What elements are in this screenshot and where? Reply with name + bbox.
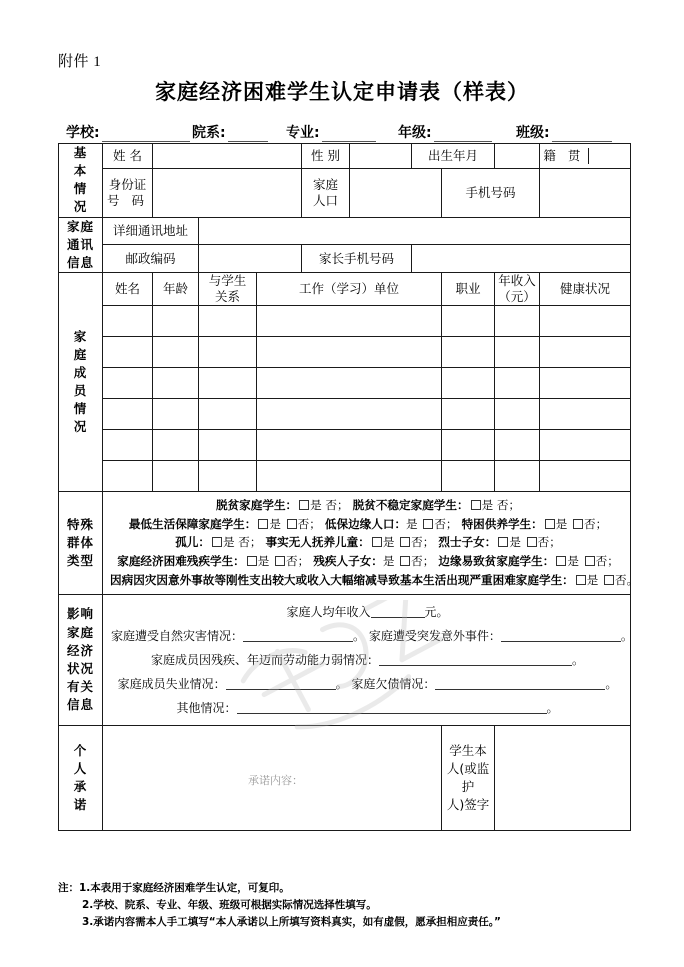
checkbox-icon[interactable] xyxy=(287,519,297,529)
label-address: 详细通讯地址 xyxy=(103,217,199,245)
application-form-table xyxy=(58,143,639,831)
family-members-header-row xyxy=(59,272,631,305)
special-group-text: 否； xyxy=(584,516,608,531)
input-name[interactable] xyxy=(153,144,302,169)
cell-member-workplace[interactable] xyxy=(257,336,442,367)
note-item-3: 3.承诺内容需本人手工填写“本人承诺以上所填写资料真实，如有虚假，愿承担相应责任。” xyxy=(82,916,501,928)
col-header-relation-line2: 关系 xyxy=(214,288,240,304)
promise-label-char-2: 人 xyxy=(73,760,88,776)
special-group-text: 否； xyxy=(537,535,561,550)
note-line-3 xyxy=(58,914,630,931)
economic-text: 。 xyxy=(546,700,559,715)
table-row xyxy=(59,429,631,460)
economic-info-fields[interactable] xyxy=(103,594,631,725)
field-department xyxy=(192,122,268,142)
economic-label-line-6: 信息 xyxy=(66,697,94,713)
promise-content-area[interactable] xyxy=(103,725,442,830)
basic-label-char-1: 基 xyxy=(73,145,88,160)
label-family-size xyxy=(302,168,350,217)
cell-member-occupation[interactable] xyxy=(442,336,495,367)
signature-label-line1: 学生本 xyxy=(449,742,487,758)
cell-member-age[interactable] xyxy=(153,460,199,491)
cell-member-relation[interactable] xyxy=(199,398,257,429)
table-row xyxy=(59,336,631,367)
signature-label-line3: 人)签字 xyxy=(446,796,490,812)
economic-text: 其他情况： xyxy=(176,700,237,715)
special-group-text: 最低生活保障家庭学生： xyxy=(128,516,257,531)
economic-line-1 xyxy=(111,600,624,624)
contact-label-line-2: 通讯 xyxy=(66,236,94,252)
cell-member-health[interactable] xyxy=(540,460,631,491)
family-label-char-2: 庭 xyxy=(73,346,88,362)
economic-text: 。 家庭遭受突发意外事件： xyxy=(353,628,501,643)
economic-label-line-4: 状况 xyxy=(66,660,94,676)
special-group-text: 否； xyxy=(434,516,458,531)
cell-member-occupation[interactable] xyxy=(442,398,495,429)
cell-member-name[interactable] xyxy=(103,305,153,336)
checkbox-icon[interactable] xyxy=(576,575,586,585)
blank-input-line[interactable] xyxy=(371,605,425,618)
cell-member-health[interactable] xyxy=(540,305,631,336)
cell-member-relation[interactable] xyxy=(199,367,257,398)
economic-line-5 xyxy=(111,696,624,720)
special-group-text: 是 否； xyxy=(481,497,521,512)
col-header-member-name: 姓名 xyxy=(103,272,153,305)
special-group-text: 是 xyxy=(382,554,399,569)
input-signature[interactable] xyxy=(495,725,631,830)
special-group-text: 是 否； xyxy=(310,497,349,512)
special-group-text: 是 xyxy=(382,535,399,550)
contact-label-line-3: 信息 xyxy=(66,254,94,270)
field-grade-rule xyxy=(434,128,492,142)
input-family-size[interactable] xyxy=(350,168,442,217)
col-header-member-health: 健康状况 xyxy=(540,272,631,305)
special-group-line-4 xyxy=(110,552,626,571)
special-group-line-5 xyxy=(110,571,639,590)
cell-member-relation[interactable] xyxy=(199,305,257,336)
field-school-rule xyxy=(102,128,190,142)
field-department-rule xyxy=(228,128,268,142)
special-group-text: 脱贫家庭学生： xyxy=(215,497,298,512)
special-group-line-3 xyxy=(110,533,626,552)
checkbox-icon[interactable] xyxy=(527,537,537,547)
label-id-number-line2: 号 码 xyxy=(107,192,148,208)
checkbox-icon[interactable] xyxy=(556,556,566,566)
cell-member-name[interactable] xyxy=(103,429,153,460)
cell-member-relation[interactable] xyxy=(199,336,257,367)
table-row xyxy=(59,398,631,429)
economic-line-2 xyxy=(111,624,633,648)
label-mobile-phone: 手机号码 xyxy=(442,168,540,217)
signature-label-line2: 人(或监护 xyxy=(446,760,490,794)
basic-info-row-2 xyxy=(59,168,631,217)
cell-member-workplace[interactable] xyxy=(257,398,442,429)
checkbox-icon[interactable] xyxy=(400,556,410,566)
family-label-char-3: 成 xyxy=(73,364,88,380)
cell-member-occupation[interactable] xyxy=(442,305,495,336)
field-grade-label: 年级: xyxy=(398,125,432,141)
special-group-text: 家庭经济困难残疾学生： xyxy=(117,554,245,569)
input-id-number[interactable] xyxy=(153,168,302,217)
table-row xyxy=(59,305,631,336)
blank-input-line[interactable] xyxy=(226,677,336,690)
economic-label-line-1: 影响 xyxy=(66,606,94,622)
cell-member-income[interactable] xyxy=(495,336,540,367)
promise-label-char-3: 承 xyxy=(73,778,88,794)
section-label-family-members xyxy=(59,272,103,491)
special-group-text: 否； xyxy=(595,554,619,569)
economic-text: 家庭成员失业情况： xyxy=(117,676,226,691)
section-label-economic-info xyxy=(59,594,103,725)
label-id-number xyxy=(103,168,153,217)
cell-member-name[interactable] xyxy=(103,336,153,367)
section-label-special-group xyxy=(59,491,103,594)
cell-member-relation[interactable] xyxy=(199,460,257,491)
cell-member-income[interactable] xyxy=(495,460,540,491)
special-group-text: 否。 xyxy=(615,573,639,587)
col-header-member-income xyxy=(495,272,540,305)
checkbox-icon[interactable] xyxy=(545,519,555,529)
field-grade xyxy=(398,122,492,142)
col-header-member-workplace: 工作（学习）单位 xyxy=(257,272,442,305)
cell-member-occupation[interactable] xyxy=(442,367,495,398)
checkbox-icon[interactable] xyxy=(258,519,268,529)
family-label-char-1: 家 xyxy=(73,328,88,344)
section-label-basic-info xyxy=(59,144,103,218)
cell-member-workplace[interactable] xyxy=(257,460,442,491)
field-class-label: 班级: xyxy=(516,125,550,141)
special-group-text: 事实无人抚养儿童： xyxy=(261,535,370,550)
field-major-rule xyxy=(322,128,376,142)
checkbox-icon[interactable] xyxy=(423,519,433,529)
input-parent-phone[interactable] xyxy=(412,245,631,273)
blank-input-line[interactable] xyxy=(237,701,547,714)
cell-member-occupation[interactable] xyxy=(442,429,495,460)
cell-member-health[interactable] xyxy=(540,367,631,398)
personal-promise-row xyxy=(59,725,631,830)
basic-label-char-4: 况 xyxy=(73,199,88,215)
checkbox-icon[interactable] xyxy=(400,537,410,547)
special-group-text: 否； xyxy=(411,535,435,550)
blank-input-line[interactable] xyxy=(435,677,605,690)
note-line-1 xyxy=(58,880,630,897)
cell-member-name[interactable] xyxy=(103,398,153,429)
checkbox-icon[interactable] xyxy=(604,575,614,585)
economic-text: 。 xyxy=(605,676,618,691)
cell-member-occupation[interactable] xyxy=(442,460,495,491)
cell-member-income[interactable] xyxy=(495,429,540,460)
special-group-text: 是 xyxy=(509,535,525,550)
input-mobile-phone[interactable] xyxy=(540,168,631,217)
economic-label-line-5: 有关 xyxy=(66,678,94,694)
checkbox-icon[interactable] xyxy=(372,537,382,547)
special-group-options[interactable] xyxy=(103,491,639,594)
special-group-text: 残疾人子女： xyxy=(309,554,383,569)
section-label-personal-promise xyxy=(59,725,103,830)
basic-label-char-2: 本 xyxy=(73,163,88,179)
col-header-relation-line1: 与学生 xyxy=(208,273,247,289)
col-header-member-occupation: 职业 xyxy=(442,272,495,305)
special-group-label-line-3: 类型 xyxy=(66,552,94,568)
promise-label-char-4: 诺 xyxy=(73,796,88,812)
blank-input-line[interactable] xyxy=(379,653,572,666)
page-title: 家庭经济困难学生认定申请表（样表） xyxy=(155,80,529,104)
table-row xyxy=(59,460,631,491)
cell-member-name[interactable] xyxy=(103,367,153,398)
note-item-2: 2.学校、院系、专业、年级、班级可根据实际情况选择性填写。 xyxy=(82,899,377,911)
special-group-line-1 xyxy=(110,496,626,515)
label-native-place: 籍 贯 xyxy=(540,148,588,164)
checkbox-icon[interactable] xyxy=(573,519,583,529)
notes-block xyxy=(58,880,630,931)
checkbox-icon[interactable] xyxy=(471,500,481,510)
cell-member-workplace[interactable] xyxy=(257,367,442,398)
label-id-number-line1: 身份证 xyxy=(108,176,147,192)
input-gender[interactable] xyxy=(350,144,412,169)
special-group-text: 否； xyxy=(411,554,435,569)
special-group-text: 是 xyxy=(586,573,603,587)
promise-content-label: 承诺内容： xyxy=(248,773,303,787)
special-group-line-2 xyxy=(110,515,626,534)
col-header-member-age: 年龄 xyxy=(153,272,199,305)
input-zipcode[interactable] xyxy=(199,245,302,273)
contact-info-row-1 xyxy=(59,217,631,245)
special-group-text: 边缘易致贫家庭学生： xyxy=(434,554,555,569)
col-header-income-line2: （元） xyxy=(498,288,536,304)
input-address[interactable] xyxy=(199,217,631,245)
special-group-text: 否； xyxy=(286,554,310,569)
cell-member-health[interactable] xyxy=(540,429,631,460)
cell-member-income[interactable] xyxy=(495,398,540,429)
economic-line-4 xyxy=(111,672,624,696)
cell-member-name[interactable] xyxy=(103,460,153,491)
special-group-text: 低保边缘人口： xyxy=(320,516,407,531)
checkbox-icon[interactable] xyxy=(275,556,285,566)
economic-text: 。 家庭欠债情况： xyxy=(335,676,436,691)
cell-member-workplace[interactable] xyxy=(257,429,442,460)
special-group-text: 是 xyxy=(555,516,572,531)
col-header-member-relation xyxy=(199,272,257,305)
field-major-label: 专业: xyxy=(286,125,320,141)
economic-label-line-2: 家庭 xyxy=(66,624,94,640)
economic-text: 家庭成员因残疾、年迈而劳动能力弱情况： xyxy=(151,652,380,667)
contact-label-line-1: 家庭 xyxy=(66,218,94,234)
promise-label-char-1: 个 xyxy=(73,742,88,758)
table-row xyxy=(59,367,631,398)
label-name: 姓 名 xyxy=(103,144,153,169)
cell-member-age[interactable] xyxy=(153,305,199,336)
field-department-label: 院系: xyxy=(192,125,226,141)
economic-line-3 xyxy=(111,648,624,672)
attachment-number: 附件 1 xyxy=(58,54,102,70)
special-group-label-line-1: 特殊 xyxy=(66,516,94,532)
notes-prefix: 注： xyxy=(58,882,79,894)
label-family-size-line1: 家庭 xyxy=(313,176,339,192)
basic-label-char-3: 情 xyxy=(73,181,88,197)
special-group-text: 烈士子女： xyxy=(434,535,497,550)
economic-text: 。 xyxy=(572,652,585,667)
checkbox-icon[interactable] xyxy=(247,556,257,566)
cell-member-workplace[interactable] xyxy=(257,305,442,336)
special-group-text: 因病因灾因意外事故等刚性支出较大或收入大幅缩减导致基本生活出现严重困难家庭学生： xyxy=(110,573,574,587)
special-group-text: 否； xyxy=(297,516,321,531)
input-birth-date[interactable] xyxy=(495,144,540,169)
family-label-char-5: 情 xyxy=(73,401,88,416)
label-zipcode: 邮政编码 xyxy=(103,245,199,273)
special-group-text: 是 xyxy=(406,516,422,531)
economic-text: 元。 xyxy=(424,604,449,619)
family-label-char-4: 员 xyxy=(73,382,88,398)
note-line-2 xyxy=(58,897,630,914)
col-header-income-line1: 年收入 xyxy=(498,273,536,289)
special-group-text: 脱贫不稳定家庭学生： xyxy=(348,497,469,512)
special-group-text: 是 xyxy=(567,554,583,569)
field-class xyxy=(516,122,612,142)
family-label-char-6: 况 xyxy=(73,419,88,435)
cell-member-age[interactable] xyxy=(153,398,199,429)
note-item-1: 1.本表用于家庭经济困难学生认定，可复印。 xyxy=(79,882,290,894)
field-major xyxy=(286,122,376,142)
label-birth-date: 出生年月 xyxy=(412,144,495,169)
economic-text: 家庭遭受自然灾害情况： xyxy=(111,628,244,643)
cell-member-relation[interactable] xyxy=(199,429,257,460)
section-label-contact-info xyxy=(59,217,103,272)
special-group-label-line-2: 群体 xyxy=(66,534,94,550)
economic-info-row xyxy=(59,594,631,725)
special-group-text: 特困供养学生： xyxy=(457,516,543,531)
header-fields xyxy=(58,120,630,142)
special-group-row xyxy=(59,491,631,594)
special-group-text: 是 xyxy=(257,554,274,569)
special-group-text: 是 否； xyxy=(222,535,262,550)
special-group-text: 是 xyxy=(269,516,285,531)
economic-label-line-3: 经济 xyxy=(66,642,94,658)
checkbox-icon[interactable] xyxy=(585,556,595,566)
cell-member-age[interactable] xyxy=(153,429,199,460)
checkbox-icon[interactable] xyxy=(299,500,309,510)
label-gender: 性 别 xyxy=(302,144,350,169)
economic-text: 。 xyxy=(620,628,633,643)
label-family-size-line2: 人口 xyxy=(313,192,339,208)
blank-input-line[interactable] xyxy=(501,629,621,642)
cell-member-age[interactable] xyxy=(153,367,199,398)
blank-input-line[interactable] xyxy=(243,629,353,642)
cell-member-income[interactable] xyxy=(495,367,540,398)
cell-member-age[interactable] xyxy=(153,336,199,367)
label-parent-phone: 家长手机号码 xyxy=(302,245,412,273)
field-school xyxy=(66,122,190,142)
basic-info-row-1 xyxy=(59,144,631,169)
checkbox-icon[interactable] xyxy=(498,537,508,547)
input-native-place[interactable] xyxy=(588,148,630,164)
contact-info-row-2 xyxy=(59,245,631,273)
cell-member-health[interactable] xyxy=(540,398,631,429)
cell-member-income[interactable] xyxy=(495,305,540,336)
label-signature xyxy=(442,725,495,830)
cell-member-health[interactable] xyxy=(540,336,631,367)
checkbox-icon[interactable] xyxy=(212,537,222,547)
economic-text: 家庭人均年收入 xyxy=(286,604,371,619)
field-school-label: 学校: xyxy=(66,125,100,141)
special-group-text: 孤儿： xyxy=(175,535,210,550)
native-place-group xyxy=(540,144,631,169)
field-class-rule xyxy=(552,128,612,142)
